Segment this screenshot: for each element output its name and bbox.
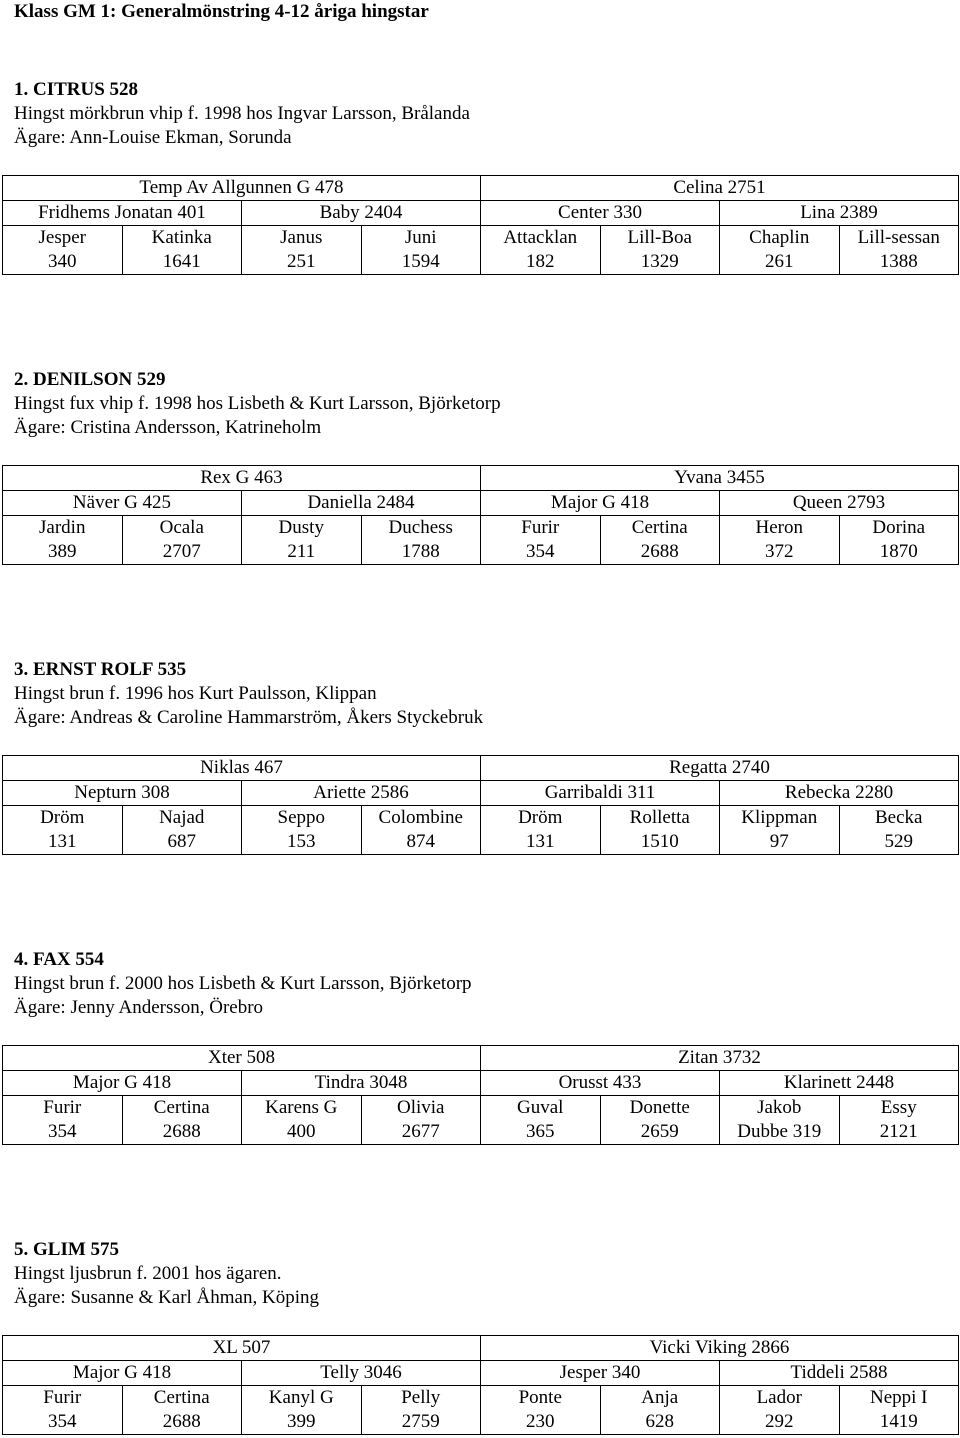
grandparent-cell: Ariette 2586 [242,781,481,806]
great-grandparent-number: 131 [48,831,77,852]
great-grandparent-number: 1419 [879,1411,918,1432]
great-grandparent-name: Attacklan [503,227,578,248]
great-grandparent-cell [122,226,242,275]
grandparent-cell: Orusst 433 [481,1071,720,1096]
entry-header [14,368,960,440]
great-grandparent-name: Dröm [40,807,85,828]
great-grandparent-number: 182 [526,251,555,272]
great-grandparent-cell [3,806,123,855]
great-grandparent-number: Dubbe 319 [737,1121,822,1142]
great-grandparent-number: 97 [769,831,789,852]
great-grandparent-number: 1388 [879,251,918,272]
great-grandparent-name: Katinka [151,227,212,248]
great-grandparent-name: Lill-Boa [627,227,692,248]
entry-header [14,948,960,1020]
great-grandparent-number: 340 [48,251,77,272]
great-grandparent-cell [242,226,362,275]
horse-entry [0,368,960,562]
horse-owner: Ägare: Jenny Andersson, Örebro [14,997,264,1018]
great-grandparent-number: 1641 [162,251,201,272]
pedigree-table [2,465,959,565]
grandparent-cell: Klarinett 2448 [720,1071,959,1096]
great-grandparent-cell [481,1386,601,1435]
entry-header [14,1238,960,1310]
pedigree-table [2,755,959,855]
great-grandparent-number: 399 [287,1411,316,1432]
great-grandparent-number: 230 [526,1411,555,1432]
great-grandparent-number: 874 [406,831,435,852]
great-grandparent-cell [242,1386,362,1435]
great-grandparent-cell [122,1096,242,1145]
parents-row [3,176,959,201]
parents-row [3,466,959,491]
great-grandparent-cell [720,516,840,565]
great-grandparent-cell [839,226,959,275]
horse-owner: Ägare: Ann-Louise Ekman, Sorunda [14,127,292,148]
great-grandparent-number: 2759 [401,1411,440,1432]
great-grandparent-name: Jardin [39,517,86,538]
great-grandparent-name: Furir [43,1097,82,1118]
great-grandparent-cell [600,1096,720,1145]
great-grandparent-cell [839,1096,959,1145]
horse-owner: Ägare: Susanne & Karl Åhman, Köping [14,1287,319,1308]
grandparent-cell: Rebecka 2280 [720,781,959,806]
great-grandparent-number: 2677 [401,1121,440,1142]
great-grandparent-cell [242,806,362,855]
great-grandparent-cell [481,806,601,855]
grandparent-cell: Garribaldi 311 [481,781,720,806]
great-grandparent-cell [122,516,242,565]
great-grandparent-name: Pelly [401,1387,441,1408]
horse-entry [0,658,960,852]
great-grandparent-number: 2659 [640,1121,679,1142]
great-grandparent-number: 131 [526,831,555,852]
great-grandparent-name: Seppo [277,807,325,828]
great-grandparent-name: Karens G [265,1097,338,1118]
great-grandparent-name: Donette [629,1097,690,1118]
grandparent-cell: Major G 418 [481,491,720,516]
grandparent-cell: Lina 2389 [720,201,959,226]
great-grandparent-number: 1329 [640,251,679,272]
entry-header [14,658,960,730]
great-grandparent-name: Essy [880,1097,917,1118]
great-grandparent-number: 251 [287,251,316,272]
great-grandparent-name: Lill-sessan [857,227,940,248]
great-grandparent-cell [720,806,840,855]
grandparents-row [3,1361,959,1386]
great-grandparent-name: Dusty [278,517,324,538]
great-grandparent-name: Certina [631,517,688,538]
great-grandparent-number: 400 [287,1121,316,1142]
great-grandparent-cell [3,1096,123,1145]
great-grandparent-number: 354 [526,541,555,562]
great-grandparent-number: 1788 [401,541,440,562]
great-grandparent-cell [839,516,959,565]
great-grandparent-cell [839,1386,959,1435]
horse-name: 4. FAX 554 [14,949,104,970]
great-grandparent-cell [122,806,242,855]
grandparent-cell: Queen 2793 [720,491,959,516]
great-grandparent-number: 372 [765,541,794,562]
horse-owner: Ägare: Cristina Andersson, Katrineholm [14,417,322,438]
grandparent-cell: Major G 418 [3,1071,242,1096]
horse-entry [0,1238,960,1432]
horse-description: Hingst brun f. 1996 hos Kurt Paulsson, Klippan [14,683,377,704]
great-grandparent-cell [720,1096,840,1145]
great-grandparent-name: Juni [404,227,437,248]
great-grandparent-cell [242,516,362,565]
great-grandparent-name: Anja [641,1387,679,1408]
horse-description: Hingst brun f. 2000 hos Lisbeth & Kurt Larsson, Björketorp [14,973,472,994]
grandparent-cell: Telly 3046 [242,1361,481,1386]
great-grandparent-number: 153 [287,831,316,852]
great-grandparent-number: 261 [765,251,794,272]
dam-cell: Regatta 2740 [481,756,959,781]
great-grandparent-cell [600,806,720,855]
horse-entry [0,78,960,272]
grandparent-cell: Tiddeli 2588 [720,1361,959,1386]
dam-cell: Vicki Viking 2866 [481,1336,959,1361]
horse-name: 2. DENILSON 529 [14,369,166,390]
great-grandparent-number: 354 [48,1121,77,1142]
horse-entry [0,948,960,1142]
horse-name: 1. CITRUS 528 [14,79,139,100]
great-grandparent-number: 2707 [162,541,201,562]
grandparents-row [3,1071,959,1096]
pedigree-table [2,175,959,275]
great-grandparent-name: Chaplin [749,227,810,248]
great-grandparent-cell [361,1386,481,1435]
great-grandparent-name: Janus [280,227,323,248]
horse-name: 3. ERNST ROLF 535 [14,659,187,680]
great-grandparent-name: Colombine [378,807,463,828]
great-grandparent-number: 2688 [640,541,679,562]
sire-cell: Rex G 463 [3,466,481,491]
great-grandparent-name: Jakob [757,1097,802,1118]
grandparent-cell: Daniella 2484 [242,491,481,516]
grandparents-row [3,491,959,516]
grandparents-row [3,781,959,806]
grandparent-cell: Tindra 3048 [242,1071,481,1096]
great-grandparent-cell [122,1386,242,1435]
great-grandparent-name: Olivia [397,1097,445,1118]
great-grandparent-cell [839,806,959,855]
great-grandparent-name: Furir [521,517,560,538]
page-title: Klass GM 1: Generalmönstring 4-12 åriga hingstar [14,1,429,22]
grandparent-cell: Center 330 [481,201,720,226]
great-grandparent-cell [361,226,481,275]
great-grandparent-cell [361,1096,481,1145]
sire-cell: Xter 508 [3,1046,481,1071]
grandparent-cell: Major G 418 [3,1361,242,1386]
great-grandparent-number: 1870 [879,541,918,562]
great-grandparent-number: 1594 [401,251,440,272]
great-grandparent-cell [600,1386,720,1435]
horse-owner: Ägare: Andreas & Caroline Hammarström, Åkers Styckebruk [14,707,484,728]
parents-row [3,1046,959,1071]
great-grandparent-name: Neppi I [869,1387,928,1408]
great-grandparent-number: 2688 [162,1121,201,1142]
great-grandparent-cell [3,516,123,565]
great-grandparent-name: Certina [153,1387,210,1408]
great-grandparent-cell [481,1096,601,1145]
great-grandparent-cell [720,1386,840,1435]
horse-name: 5. GLIM 575 [14,1239,120,1260]
great-grandparent-number: 2688 [162,1411,201,1432]
pedigree-table [2,1045,959,1145]
dam-cell: Zitan 3732 [481,1046,959,1071]
parents-row [3,1336,959,1361]
grandparent-cell: Näver G 425 [3,491,242,516]
great-grandparent-number: 529 [884,831,913,852]
grandparent-cell: Jesper 340 [481,1361,720,1386]
great-grandparent-number: 389 [48,541,77,562]
great-grandparent-name: Furir [43,1387,82,1408]
great-grandparent-number: 354 [48,1411,77,1432]
great-grandparent-name: Ocala [159,517,204,538]
great-grandparent-number: 211 [287,541,316,562]
dam-cell: Yvana 3455 [481,466,959,491]
great-grandparent-number: 687 [167,831,196,852]
great-grandparent-number: 2121 [879,1121,918,1142]
great-grandparent-name: Najad [159,807,205,828]
great-grandparent-cell [481,226,601,275]
great-grandparent-cell [600,226,720,275]
grandparent-cell: Baby 2404 [242,201,481,226]
grandparents-row [3,201,959,226]
great-grandparent-name: Rolletta [629,807,690,828]
great-grandparent-cell [242,1096,362,1145]
great-grandparent-name: Duchess [388,517,453,538]
horse-description: Hingst mörkbrun vhip f. 1998 hos Ingvar Larsson, Brålanda [14,103,470,124]
great-grandparent-name: Dröm [518,807,563,828]
great-grandparent-number: 365 [526,1121,555,1142]
great-grandparent-number: 1510 [640,831,679,852]
great-grandparent-name: Certina [153,1097,210,1118]
great-grandparent-name: Guval [517,1097,564,1118]
horse-description: Hingst ljusbrun f. 2001 hos ägaren. [14,1263,282,1284]
great-grandparent-name: Kanyl G [268,1387,334,1408]
great-grandparent-number: 628 [645,1411,674,1432]
entry-header [14,78,960,150]
sire-cell: Temp Av Allgunnen G 478 [3,176,481,201]
great-grandparent-name: Becka [875,807,923,828]
great-grandparent-cell [3,226,123,275]
great-grandparent-name: Dorina [872,517,926,538]
great-grandparent-cell [720,226,840,275]
great-grandparent-cell [481,516,601,565]
great-grandparent-name: Jesper [38,227,86,248]
great-grandparent-name: Klippman [741,807,818,828]
grandparent-cell: Nepturn 308 [3,781,242,806]
sire-cell: XL 507 [3,1336,481,1361]
horse-description: Hingst fux vhip f. 1998 hos Lisbeth & Kurt Larsson, Björketorp [14,393,501,414]
dam-cell: Celina 2751 [481,176,959,201]
grandparent-cell: Fridhems Jonatan 401 [3,201,242,226]
great-grandparent-name: Ponte [518,1387,562,1408]
great-grandparent-cell [361,516,481,565]
great-grandparent-name: Lador [756,1387,802,1408]
pedigree-table [2,1335,959,1435]
sire-cell: Niklas 467 [3,756,481,781]
great-grandparent-cell [600,516,720,565]
great-grandparent-number: 292 [765,1411,794,1432]
great-grandparent-cell [3,1386,123,1435]
parents-row [3,756,959,781]
great-grandparent-name: Heron [755,517,803,538]
great-grandparent-cell [361,806,481,855]
